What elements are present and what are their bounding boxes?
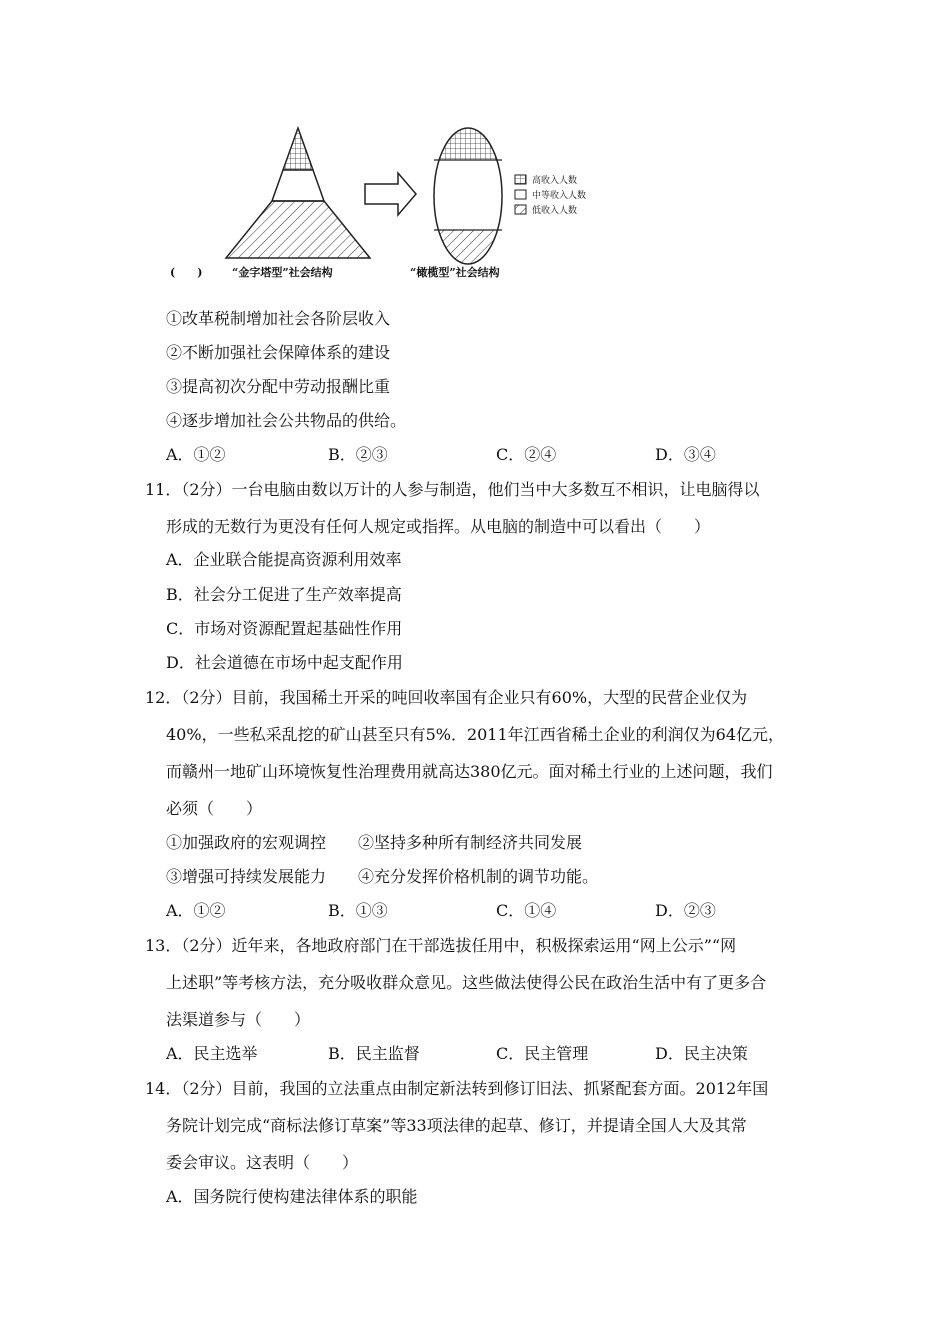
social-structure-figure xyxy=(160,118,630,288)
q14-option-a: A．国务院行使构建法律体系的职能 xyxy=(166,1187,418,1206)
olive-shape xyxy=(430,126,510,270)
q13-option-b: B．民主监督 xyxy=(328,1044,420,1063)
q13-option-d: D．民主决策 xyxy=(655,1044,748,1063)
q14-stem-line-2: 务院计划完成“商标法修订草案”等33项法律的起草、修订，并提请全国人大及其常 xyxy=(166,1116,747,1135)
q12-stem-line-1: 12．（2分）目前，我国稀土开采的吨回收率国有企业只有60%，大型的民营企业仅为 xyxy=(145,688,748,707)
q14-stem-line-1: 14．（2分）目前，我国的立法重点由制定新法转到修订旧法、抓紧配套方面。2012年国 xyxy=(145,1079,769,1098)
q10-option-b: B．②③ xyxy=(328,445,388,464)
q11-stem-line-2: 形成的无数行为更没有任何人规定或指挥。从电脑的制造中可以看出（ ） xyxy=(166,517,711,536)
q13-option-a: A．民主选举 xyxy=(166,1044,258,1063)
q12-option-c: C．①④ xyxy=(496,901,557,920)
q13-stem-line-2: 上述职”等考核方法，充分吸收群众意见。这些做法使得公民在政治生活中有了更多合 xyxy=(166,973,767,992)
q10-option-a: A．①② xyxy=(166,445,226,464)
q14-stem-line-3: 委会审议。这表明（ ） xyxy=(166,1153,359,1172)
transition-arrow-icon xyxy=(365,173,416,215)
q11-option-b: B．社会分工促进了生产效率提高 xyxy=(166,585,402,604)
q12-item-row-2: ③增强可持续发展能力 ④充分发挥价格机制的调节功能。 xyxy=(166,867,599,886)
legend-low-label: 低收入人数 xyxy=(532,206,578,216)
q12-option-a: A．①② xyxy=(166,901,226,920)
legend-high-label: 高收入人数 xyxy=(532,176,578,186)
q10-option-c: C．②④ xyxy=(496,445,557,464)
olive-caption: “橄榄型”社会结构 xyxy=(410,266,500,279)
pyramid-caption: “金字塔型”社会结构 xyxy=(232,266,333,279)
figure-bracket: ( ) xyxy=(170,266,203,279)
q12-stem-line-4: 必须（ ） xyxy=(166,799,263,818)
q10-item-2: ②不断加强社会保障体系的建设 xyxy=(166,343,391,362)
q12-option-d: D．②③ xyxy=(655,901,716,920)
pyramid-shape xyxy=(226,128,370,258)
q12-stem-line-2: 40%，一些私采乱挖的矿山甚至只有5%．2011年江西省稀土企业的利润仅为64亿元， xyxy=(166,725,785,744)
q10-item-3: ③提高初次分配中劳动报酬比重 xyxy=(166,377,391,396)
q13-stem-line-1: 13．（2分）近年来，各地政府部门在干部选拔任用中，积极探索运用“网上公示”“网 xyxy=(145,936,737,955)
q12-option-b: B．①③ xyxy=(328,901,388,920)
q11-option-d: D．社会道德在市场中起支配作用 xyxy=(166,653,403,672)
q11-option-c: C．市场对资源配置起基础性作用 xyxy=(166,619,403,638)
q12-stem-line-3: 而赣州一地矿山环境恢复性治理费用就高达380亿元。面对稀土行业的上述问题，我们 xyxy=(166,762,773,781)
legend-middle-swatch xyxy=(515,190,526,199)
q11-stem-line-1: 11．（2分）一台电脑由数以万计的人参与制造，他们当中大多数互不相识，让电脑得以 xyxy=(145,480,760,499)
q10-item-4: ④逐步增加社会公共物品的供给。 xyxy=(166,411,407,430)
legend-middle-label: 中等收入人数 xyxy=(532,191,587,201)
legend-high-swatch xyxy=(515,175,526,184)
q13-option-c: C．民主管理 xyxy=(496,1044,589,1063)
q10-option-d: D．③④ xyxy=(655,445,716,464)
q13-stem-line-3: 法渠道参与（ ） xyxy=(166,1010,311,1029)
q10-item-1: ①改革税制增加社会各阶层收入 xyxy=(166,309,391,328)
q11-option-a: A．企业联合能提高资源利用效率 xyxy=(166,550,402,569)
legend-low-swatch xyxy=(515,205,526,214)
q12-item-row-1: ①加强政府的宏观调控 ②坚持多种所有制经济共同发展 xyxy=(166,833,583,852)
